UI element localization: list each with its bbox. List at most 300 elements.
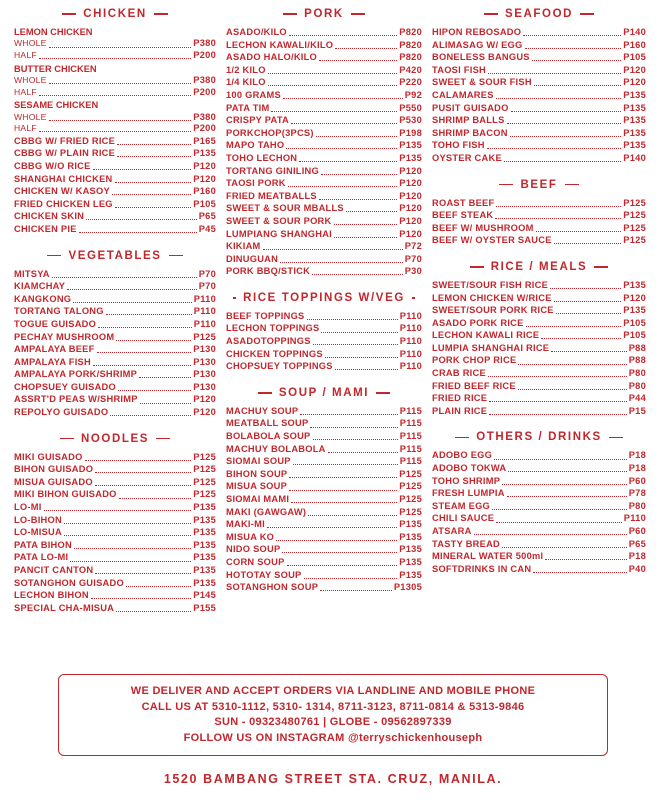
menu-item-price: P125 [193,451,216,462]
menu-item [226,417,422,430]
menu-item-name: TAOSI FISH [432,64,486,75]
menu-item [432,127,646,140]
menu-item [226,215,422,228]
dash-icon [156,438,170,440]
contact-footer [58,674,608,756]
menu-item [14,123,216,135]
menu-item [432,152,646,165]
menu-item-price: P88 [628,355,646,366]
menu-item-name: PORK CHOP RICE [432,355,517,366]
menu-item-name: CRAB RICE [432,368,486,379]
leader-dots [283,97,403,99]
dash-icon [609,437,623,439]
menu-item-price: P125 [399,506,422,517]
menu-item-name: SIOMAI MAMI [226,494,290,504]
menu-item [14,602,216,615]
menu-item-price: P80 [628,368,646,379]
column-middle [226,8,422,608]
menu-item [432,102,646,115]
menu-item-price: P110 [193,306,216,317]
menu-item-price: P135 [623,115,646,126]
menu-item [14,539,216,552]
menu-item [14,268,216,281]
menu-item-name: TOHO LECHON [226,152,298,163]
menu-item [14,356,216,369]
menu-item-name: TOHO SHRIMP [432,475,501,486]
menu-item [226,335,422,348]
leader-dots [536,230,622,232]
menu-item-name: TOGUE GUISADO [14,318,97,329]
leader-dots [263,248,403,250]
item-list-beef [432,197,646,247]
leader-dots [320,589,392,591]
menu-item-price: P80 [628,380,646,391]
menu-columns [14,8,652,628]
menu-item-price: P110 [399,336,422,347]
menu-item-name: ASADO PORK RICE [432,317,524,328]
menu-item-name: 1/2 KILO [226,64,266,75]
menu-item-name: BEEF W/ MUSHROOM [432,222,534,233]
column-left [14,8,216,628]
menu-item [432,76,646,89]
section-label: CHICKEN [83,8,147,20]
leader-dots [293,463,398,465]
leader-dots [334,236,397,238]
leader-dots [276,539,397,541]
menu-item [14,160,216,173]
menu-item [14,210,216,223]
dash-icon [351,13,365,15]
menu-item-name: LEMON CHICKEN W/RICE [432,292,552,303]
menu-item-name: WHOLE [14,75,47,85]
menu-item [432,475,646,488]
menu-item [14,501,216,514]
menu-item [432,279,646,292]
menu-item-price: P115 [399,431,422,442]
menu-item [14,185,216,198]
menu-item-name: CHICKEN W/ KASOY [14,186,110,197]
menu-item-name: TOHO FISH [432,140,485,151]
menu-item [14,589,216,602]
leader-dots [496,521,622,523]
menu-item-price: P135 [399,152,422,163]
menu-item-name: LO-MISUA [14,527,62,538]
leader-dots [106,313,192,315]
menu-item-name: CHILI SAUCE [432,513,495,524]
menu-item [432,139,646,152]
menu-item-name: LECHON TOPPINGS [226,323,320,334]
leader-dots [289,34,397,36]
leader-dots [321,331,397,333]
menu-item-name: CALAMARES [432,89,494,100]
menu-item-name: 100 GRAMS [226,89,281,100]
menu-item [226,114,422,127]
leader-dots [510,135,622,137]
section-title-seafood [432,8,646,20]
menu-item-price: P200 [193,86,216,97]
leader-dots [93,364,191,366]
menu-item [226,322,422,335]
menu-item-price: P135 [623,279,646,290]
menu-item-price: P15 [628,405,646,416]
menu-item-price: P135 [399,569,422,580]
menu-item-name: AMPALAYA FISH [14,356,91,367]
leader-dots [49,119,192,121]
leader-dots [518,363,626,365]
menu-item-name: BIHON GUISADO [14,464,94,475]
menu-item-name: PECHAY MUSHROOM [14,331,115,342]
menu-item-price: P125 [623,235,646,246]
leader-dots [488,72,621,74]
menu-item-price: P820 [399,27,422,37]
menu-item [432,329,646,342]
section-title-noodles [14,433,216,445]
menu-item-name: LECHON KAWALI RICE [432,330,540,341]
menu-item-price: P200 [193,50,216,60]
menu-item-name: BOLABOLA SOUP [226,431,311,442]
leader-dots [328,451,398,453]
footer-line-landline: CALL US AT 5310-1112, 5310- 1314, 8711-3123, 8711-0814 & 5313-9846 [141,700,525,713]
leader-dots [291,501,397,503]
section-chicken [14,8,216,236]
menu-item-name: CHOPSUEY TOPPINGS [226,361,333,372]
menu-item-price: P115 [399,443,422,454]
leader-dots [70,560,191,562]
menu-item-price: P130 [193,356,216,367]
menu-item-price: P380 [193,111,216,122]
leader-dots [44,509,192,511]
leader-dots [319,59,397,61]
menu-item-name: LUMPIA SHANGHAI RICE [432,342,550,353]
leader-dots [95,572,191,574]
menu-item-price: P110 [399,361,422,372]
menu-item [14,488,216,501]
leader-dots [287,564,398,566]
menu-item-price: P120 [623,64,646,75]
menu-item [432,500,646,513]
menu-item-price: P120 [623,292,646,303]
menu-item-price: P120 [399,190,422,201]
menu-item-price: P140 [623,152,646,163]
menu-item-price: P78 [628,488,646,499]
menu-item [432,525,646,538]
menu-item [432,487,646,500]
menu-item-name: WHOLE [14,111,47,122]
menu-item-name: ASADO/KILO [226,27,287,37]
menu-item [432,64,646,77]
menu-item-price: P125 [399,481,422,492]
menu-item-name: OYSTER CAKE [432,152,502,163]
menu-item-price: P60 [628,526,646,536]
menu-item-name: PATA TIM [226,102,270,113]
menu-item-price: P820 [399,39,422,50]
menu-item-price: P88 [628,342,646,353]
leader-dots [119,497,192,499]
leader-dots [97,351,192,353]
menu-item-price: P110 [399,323,422,334]
menu-item-name: TORTANG GINILING [226,165,320,176]
menu-item [432,304,646,317]
menu-item-name: CBBG W/ FRIED RICE [14,135,116,146]
menu-item-price: P120 [399,203,422,214]
dash-icon [62,13,76,15]
menu-item-price: P135 [193,502,216,513]
leader-dots [140,402,192,404]
leader-dots [489,400,627,402]
leader-dots [79,231,197,233]
leader-dots [533,571,626,573]
menu-item-price: P135 [623,89,646,100]
menu-item [14,305,216,318]
menu-item-name: CHICKEN PIE [14,223,77,234]
menu-item-name: FRIED MEATBALLS [226,190,317,201]
menu-item-name: ASADOTOPPINGS [226,336,311,347]
item-list-soup-mami [226,405,422,594]
section-label: SOUP / MAMI [278,386,370,399]
menu-item [14,293,216,306]
menu-item-name: MIKI GUISADO [14,451,83,462]
leader-dots [67,288,196,290]
menu-item [432,342,646,355]
menu-item-price: P120 [623,77,646,88]
menu-item-name: PORK BBQ/STICK [226,266,311,277]
menu-item-price: P120 [193,173,216,184]
menu-item-price: P125 [399,494,422,504]
leader-dots [307,318,398,320]
menu-item [226,139,422,152]
leader-dots [518,388,627,390]
menu-item [226,253,422,266]
menu-group-title: BUTTER CHICKEN [14,63,97,74]
leader-dots [551,350,626,352]
menu-item [14,514,216,527]
leader-dots [117,155,191,157]
menu-item-name: TAOSI PORK [226,178,286,189]
leader-dots [474,533,627,535]
leader-dots [308,514,397,516]
leader-dots [554,242,622,244]
menu-item-price: P550 [399,102,422,113]
menu-item-name: LO-MI [14,502,42,513]
menu-item-name: SIOMAI SOUP [226,456,291,467]
leader-dots [507,495,627,497]
menu-item-name: MISUA KO [226,531,275,542]
menu-item-price: P120 [193,394,216,405]
menu-item-name: REPOLYO GUISADO [14,407,109,418]
leader-dots [507,122,622,124]
dash-icon [47,255,61,257]
menu-item-price: P92 [404,89,422,100]
menu-item-price: P135 [399,531,422,542]
menu-item [432,26,646,39]
section-title-others-drinks [432,431,646,443]
item-list-rice-toppings [226,310,422,373]
leader-dots [316,135,398,137]
menu-item [432,209,646,222]
menu-item-price: P120 [399,228,422,239]
menu-item-name: MISUA GUISADO [14,476,93,487]
leader-dots [335,368,398,370]
menu-item [432,292,646,305]
dash-icon [60,438,74,440]
menu-item-price: P160 [623,39,646,50]
menu-item-price: P135 [193,527,216,538]
menu-item-price: P530 [399,115,422,126]
menu-item [226,480,422,493]
menu-item-name: ROAST BEEF [432,197,495,208]
dash-icon [412,297,415,299]
leader-dots [39,130,192,132]
menu-item [432,512,646,525]
menu-item [226,430,422,443]
menu-item-price: P140 [623,27,646,37]
item-list-noodles [14,451,216,615]
leader-dots [118,389,191,391]
leader-dots [334,223,398,225]
menu-item-name: ATSARA [432,526,472,536]
menu-item [432,317,646,330]
leader-dots [508,470,626,472]
leader-dots [85,459,192,461]
column-right [432,8,646,589]
menu-item-name: MITSYA [14,268,50,279]
menu-item-name: FRIED CHICKEN LEG [14,198,113,209]
menu-item-price: P65 [628,538,646,549]
dash-icon [484,13,498,15]
menu-item-price: P105 [623,330,646,341]
menu-item [14,280,216,293]
menu-item [226,152,422,165]
menu-item [432,550,646,563]
menu-item-price: P110 [193,318,216,329]
leader-dots [39,57,192,59]
leader-dots [117,143,191,145]
menu-item-price: P420 [399,64,422,75]
menu-item [226,518,422,531]
menu-item-name: BEEF STEAK [432,210,494,221]
menu-item [14,463,216,476]
menu-item-price: P125 [623,210,646,221]
menu-item [14,393,216,406]
leader-dots [268,72,398,74]
menu-item-name: PLAIN RICE [432,405,488,416]
menu-item [226,531,422,544]
menu-item [14,147,216,160]
menu-item [14,381,216,394]
menu-item [432,114,646,127]
menu-item-price: P135 [193,577,216,588]
leader-dots [319,198,397,200]
menu-item-price: P125 [623,222,646,233]
menu-item-name: CHICKEN SKIN [14,211,85,222]
menu-item [14,526,216,539]
leader-dots [504,160,621,162]
leader-dots [86,218,197,220]
menu-item-price: P135 [623,102,646,113]
menu-item-name: SWEET/SOUR PORK RICE [432,305,554,316]
menu-item-name: 1/4 KILO [226,77,266,88]
menu-item-name: TORTANG TALONG [14,306,104,317]
menu-item-price: P120 [399,178,422,189]
dash-icon [376,392,390,394]
leader-dots [495,217,621,219]
section-label: SEAFOOD [504,8,574,20]
menu-item [226,76,422,89]
menu-item-name: BEEF TOPPINGS [226,310,305,321]
leader-dots [346,210,397,212]
menu-item-price: P120 [399,165,422,176]
menu-item-name: ALIMASAG W/ EGG [432,39,523,50]
menu-item [14,551,216,564]
menu-item-name: HIPON REBOSADO [432,27,522,37]
menu-item [14,577,216,590]
menu-item-price: P70 [404,253,422,264]
menu-item [14,343,216,356]
leader-dots [126,585,191,587]
menu-item [226,240,422,253]
menu-item-name: LUMPIANG SHANGHAI [226,228,332,239]
dash-icon [283,13,297,15]
menu-item-name: CBBG W/ PLAIN RICE [14,148,116,159]
leader-dots [288,185,398,187]
menu-item-price: P125 [623,197,646,208]
leader-dots [98,326,192,328]
menu-item-name: CHOPSUEY GUISADO [14,381,116,392]
menu-item-name: SOTANGHON GUISADO [14,577,124,588]
menu-item [226,360,422,373]
section-rice-toppings [226,292,422,373]
menu-item [226,165,422,178]
menu-item-price: P135 [193,552,216,563]
item-list-vegetables [14,268,216,419]
menu-item-name: FRIED RICE [432,393,488,404]
menu-item-name: LECHON BIHON [14,590,89,601]
section-title-soup-mami [226,387,422,399]
menu-item-price: P380 [193,38,216,49]
menu-item [432,89,646,102]
leader-dots [93,168,192,170]
menu-item [432,538,646,551]
footer-line-delivery: WE DELIVER AND ACCEPT ORDERS VIA LANDLINE AND MOBILE PHONE [130,685,536,697]
menu-item [432,234,646,247]
menu-item [226,177,422,190]
leader-dots [91,597,191,599]
menu-item-price: P110 [623,513,646,524]
menu-item-price: P198 [399,127,422,138]
menu-item-price: P30 [404,266,422,277]
leader-dots [489,413,627,415]
menu-item-price: P120 [399,215,422,226]
footer-line-mobile: SUN - 09323480761 | GLOBE - 09562897339 [214,716,452,728]
menu-item-name: AMPALAYA PORK/SHRIMP [14,369,138,380]
menu-item [226,493,422,506]
leader-dots [335,47,397,49]
menu-item [226,26,422,39]
menu-item-name: PATA LO-MI [14,552,69,563]
leader-dots [313,343,398,345]
menu-item-name: CHICKEN TOPPINGS [226,348,323,359]
menu-item-price: P44 [628,393,646,404]
menu-item-price: P110 [399,310,422,321]
menu-item [14,331,216,344]
item-list-seafood [432,26,646,165]
menu-item-price: P120 [193,407,216,418]
menu-item [432,197,646,210]
menu-item-name: SWEET & SOUR MBALLS [226,203,344,214]
leader-dots [494,458,627,460]
leader-dots [64,522,191,524]
menu-item [14,318,216,331]
